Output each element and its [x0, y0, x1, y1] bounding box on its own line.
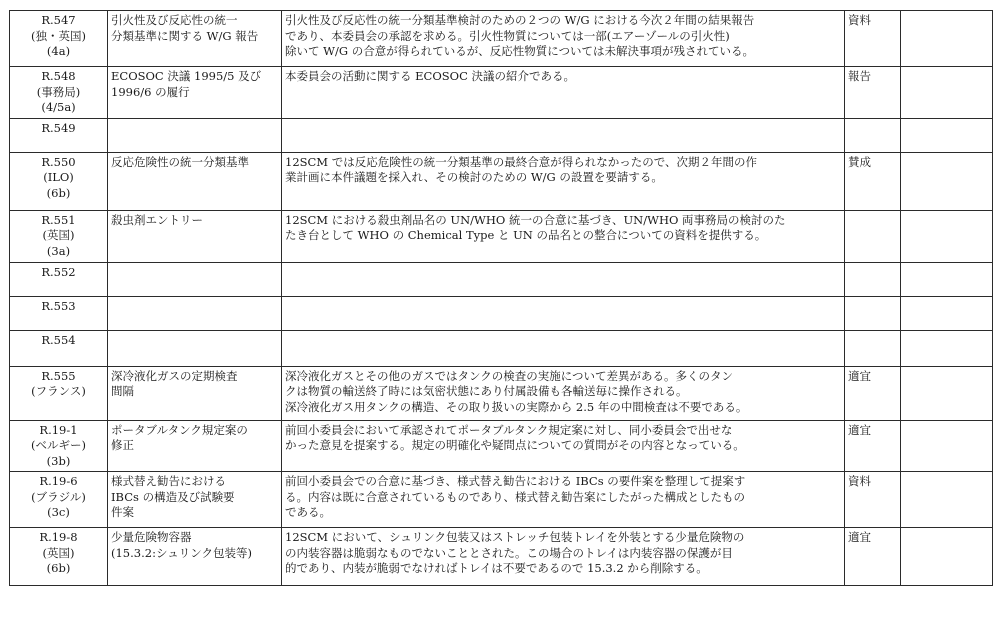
description-cell-line: 前回小委員会において承認されてポータブルタンク規定案に対し、同小委員会で出せな [285, 422, 733, 437]
description-cell [282, 472, 845, 528]
description-cell [282, 152, 845, 210]
item-title-cell [108, 420, 282, 472]
item-title-cell-line: 反応危険性の統一分類基準 [111, 154, 249, 169]
document-number-cell [10, 67, 108, 119]
empty-cell [901, 152, 993, 210]
table-row [10, 528, 993, 586]
document-number-cell-line: R.19-1 [39, 422, 78, 437]
description-cell [282, 366, 845, 420]
table-row [10, 11, 993, 67]
item-title-cell-line: 少量危険物容器 [111, 530, 192, 544]
description-cell-line: かった意見を提案する。規定の明確化や疑問点についての質問がその内容となっている。 [285, 438, 745, 452]
document-number-cell-line: (ブラジル) [31, 489, 86, 504]
description-cell-line: クは物質の輸送終了時には気密状態にあり付属設備も各輸送毎に操作される。 [285, 384, 688, 398]
document-number-cell-line: R.555 [41, 368, 76, 383]
action-cell: 賛成 [845, 152, 901, 210]
document-number-cell [10, 420, 108, 472]
description-cell-line: 業計画に本件議題を採入れ、その検討のための W/G の設置を要請する。 [285, 170, 663, 184]
table-row [10, 296, 993, 330]
document-number-cell-line: (4/5a) [41, 100, 76, 114]
item-title-cell [108, 472, 282, 528]
description-cell-line: 引火性及び反応性の統一分類基準検討のための２つの W/G における今次２年間の結果報告 [285, 13, 755, 27]
item-title-cell [108, 366, 282, 420]
item-title-cell [108, 262, 282, 296]
table-row [10, 262, 993, 296]
action-cell [845, 118, 901, 152]
document-number-cell-line: (英国) [42, 545, 75, 560]
description-cell [282, 330, 845, 366]
action-cell: 報告 [845, 67, 901, 119]
action-cell: 適宜 [845, 420, 901, 472]
document-number-cell [10, 262, 108, 296]
document-number-cell-line: (ベルギー) [31, 438, 86, 452]
description-cell [282, 118, 845, 152]
document-number-cell-line: R.551 [41, 212, 76, 227]
action-cell [845, 262, 901, 296]
item-title-cell [108, 118, 282, 152]
empty-cell [901, 67, 993, 119]
action-cell: 資料 [845, 472, 901, 528]
item-title-cell-line: 引火性及び反応性の統一 [111, 13, 238, 27]
action-cell [845, 210, 901, 262]
item-title-cell [108, 210, 282, 262]
empty-cell [901, 210, 993, 262]
document-number-cell-line: (事務局) [36, 84, 81, 99]
item-title-cell-line: ECOSOC 決議 1995/5 及び [111, 69, 262, 83]
table-row [10, 210, 993, 262]
empty-cell [901, 366, 993, 420]
description-cell-line: 12SCM における殺虫剤品名の UN/WHO 統一の合意に基づき、UN/WHO 両事務局の検討のた [285, 212, 786, 227]
empty-cell [901, 262, 993, 296]
description-cell [282, 210, 845, 262]
description-cell-line: 前回小委員会での合意に基づき、様式替え勧告における IBCs の要件案を整理して提案す [285, 474, 746, 488]
description-cell-line: る。内容は既に合意されているものであり、様式替え勧告案にしたがった構成としたもの [285, 489, 745, 504]
item-title-cell [108, 296, 282, 330]
description-cell-line: である。 [285, 505, 331, 519]
document-number-cell [10, 366, 108, 420]
item-title-cell-line: 修正 [111, 438, 134, 452]
description-cell-line: 12SCM では反応危険性の統一分類基準の最終合意が得られなかったので、次期２年間の作 [285, 154, 758, 169]
table-row [10, 67, 993, 119]
document-number-cell-line: R.19-6 [39, 474, 78, 488]
item-title-cell-line: 間隔 [111, 384, 134, 398]
table-row [10, 152, 993, 210]
item-title-cell-line: IBCs の構造及び試験要 [111, 489, 235, 504]
document-number-cell [10, 152, 108, 210]
empty-cell [901, 118, 993, 152]
item-title-cell-line: ポータブルタンク規定案の [111, 422, 248, 437]
description-cell [282, 262, 845, 296]
action-cell: 適宜 [845, 366, 901, 420]
item-title-cell [108, 330, 282, 366]
description-cell-line: たき台として WHO の Chemical Type と UN の品名との整合についての資料を提供する。 [285, 228, 767, 242]
document-number-cell [10, 472, 108, 528]
item-title-cell-line: 様式替え勧告における [111, 474, 226, 488]
description-cell [282, 67, 845, 119]
document-number-cell-line: (6b) [46, 185, 71, 200]
item-title-cell-line: 分類基準に関する W/G 報告 [111, 28, 259, 43]
description-cell [282, 11, 845, 67]
description-cell-line: 本委員会の活動に関する ECOSOC 決議の紹介である。 [285, 69, 576, 83]
empty-cell [901, 330, 993, 366]
description-cell-line: 除いて W/G の合意が得られているが、反応性物質については未解決事項が残されている。 [285, 44, 754, 58]
item-title-cell-line: 件案 [111, 505, 134, 519]
table-row [10, 118, 993, 152]
description-cell-line: であり、本委員会の承認を求める。引火性物質については一部(エアーゾールの引火性) [285, 28, 730, 43]
item-title-cell-line: 1996/6 の履行 [111, 84, 190, 99]
document-number-cell [10, 210, 108, 262]
document-number-cell [10, 330, 108, 366]
document-number-cell-line: (4a) [46, 44, 71, 58]
document-number-cell [10, 296, 108, 330]
document-number-cell-line: R.547 [41, 13, 76, 27]
empty-cell [901, 528, 993, 586]
document-number-cell-line: (3c) [47, 505, 70, 519]
empty-cell [901, 296, 993, 330]
document-number-cell-line: R.554 [41, 332, 76, 347]
item-title-cell [108, 528, 282, 586]
document-number-cell [10, 118, 108, 152]
document-number-cell-line: (3b) [46, 453, 71, 468]
agenda-table-body [10, 11, 993, 586]
document-number-cell-line: (英国) [42, 228, 75, 242]
description-cell-line: 的であり、内装が脆弱でなければトレイは不要であるので 15.3.2 から削除する。 [285, 561, 708, 575]
agenda-table [9, 10, 993, 586]
description-cell-line: の内装容器は脆弱なものでないこととされた。この場合のトレイは内装容器の保護が目 [285, 545, 733, 560]
item-title-cell-line: 深冷液化ガスの定期検査 [111, 368, 238, 383]
empty-cell [901, 11, 993, 67]
document-number-cell-line: (フランス) [31, 384, 86, 398]
empty-cell [901, 420, 993, 472]
empty-cell [901, 472, 993, 528]
action-cell: 資料 [845, 11, 901, 67]
item-title-cell [108, 152, 282, 210]
description-cell [282, 296, 845, 330]
item-title-cell-line: (15.3.2:シュリンク包装等) [111, 545, 252, 560]
document-number-cell-line: R.19-8 [39, 530, 78, 544]
document-number-cell-line: R.552 [41, 264, 76, 279]
description-cell [282, 420, 845, 472]
document-number-cell-line: (独・英国) [31, 28, 86, 43]
action-cell: 適宜 [845, 528, 901, 586]
description-cell [282, 528, 845, 586]
table-row [10, 472, 993, 528]
description-cell-line: 12SCM において、シュリンク包装又はストレッチ包装トレイを外装とする少量危険物の [285, 530, 745, 544]
document-number-cell [10, 11, 108, 67]
item-title-cell-line: 殺虫剤エントリー [111, 212, 203, 227]
document-number-cell-line: (3a) [46, 243, 71, 258]
action-cell [845, 296, 901, 330]
table-row [10, 330, 993, 366]
action-cell [845, 330, 901, 366]
description-cell-line: 深冷液化ガスとその他のガスではタンクの検査の実施について差異がある。多くのタン [285, 368, 734, 383]
item-title-cell [108, 67, 282, 119]
item-title-cell [108, 11, 282, 67]
description-cell-line: 深冷液化ガス用タンクの構造、その取り扱いの実際から 2.5 年の中間検査は不要である。 [285, 399, 748, 414]
document-number-cell-line: R.553 [41, 298, 76, 313]
document-number-cell-line: (ILO) [43, 170, 74, 184]
table-row [10, 420, 993, 472]
document-number-cell [10, 528, 108, 586]
table-row [10, 366, 993, 420]
document-number-cell-line: R.550 [41, 154, 76, 169]
document-number-cell-line: R.548 [41, 69, 76, 83]
document-number-cell-line: R.549 [41, 120, 76, 135]
document-number-cell-line: (6b) [46, 561, 71, 575]
